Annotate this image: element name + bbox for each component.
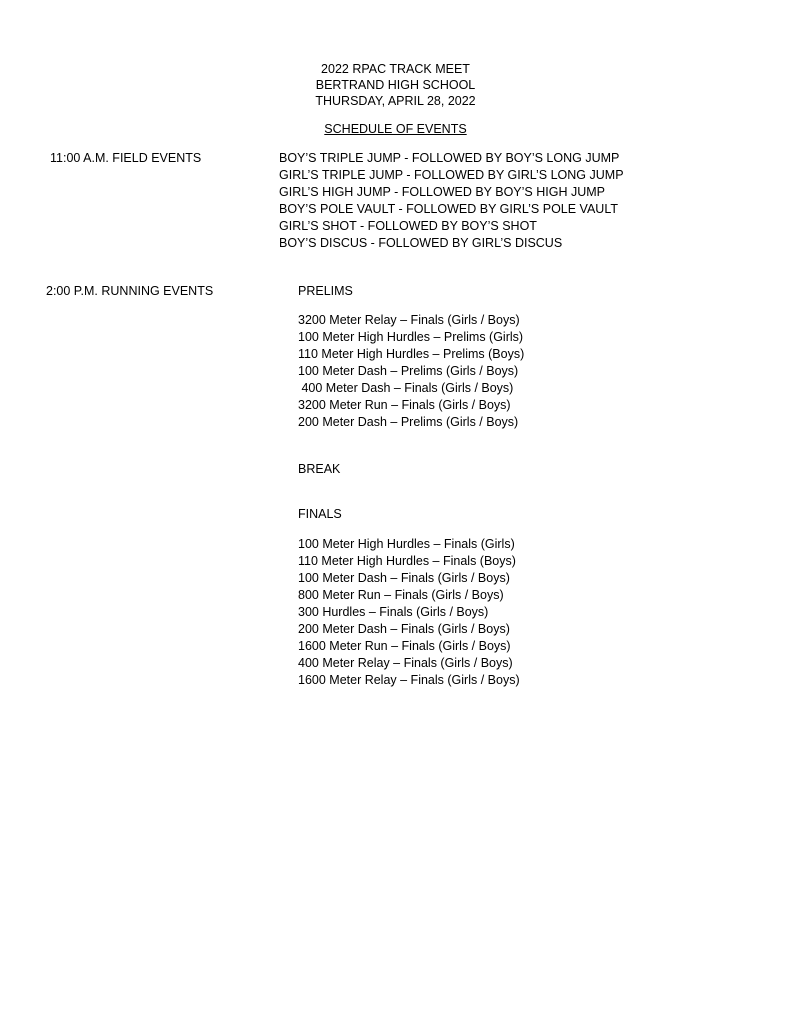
- document-header: [0, 61, 791, 109]
- prelim-event-item: 200 Meter Dash – Prelims (Girls / Boys): [298, 415, 519, 429]
- final-event-item: 800 Meter Run – Finals (Girls / Boys): [298, 588, 504, 602]
- finals-list: [298, 536, 520, 689]
- final-event-item: 100 Meter Dash – Finals (Girls / Boys): [298, 571, 510, 585]
- prelim-event-item: 400 Meter Dash – Finals (Girls / Boys): [298, 381, 514, 395]
- host-school: BERTRAND HIGH SCHOOL: [315, 78, 476, 92]
- final-event-item: 100 Meter High Hurdles – Finals (Girls): [298, 537, 515, 551]
- prelim-event-item: 110 Meter High Hurdles – Prelims (Boys): [298, 347, 525, 361]
- field-event-item: BOY’S DISCUS - FOLLOWED BY GIRL’S DISCUS: [279, 236, 563, 250]
- field-event-item: BOY’S TRIPLE JUMP - FOLLOWED BY BOY’S LONG JUMP: [279, 151, 620, 165]
- final-event-item: 1600 Meter Run – Finals (Girls / Boys): [298, 639, 511, 653]
- prelim-event-item: 100 Meter Dash – Prelims (Girls / Boys): [298, 364, 519, 378]
- prelims-heading: PRELIMS: [298, 284, 353, 298]
- field-event-item: GIRL’S SHOT - FOLLOWED BY BOY’S SHOT: [279, 219, 537, 233]
- prelim-event-item: 3200 Meter Relay – Finals (Girls / Boys): [298, 313, 520, 327]
- field-event-item: BOY’S POLE VAULT - FOLLOWED BY GIRL’S POLE VAULT: [279, 202, 618, 216]
- prelims-list: [298, 312, 524, 431]
- final-event-item: 200 Meter Dash – Finals (Girls / Boys): [298, 622, 510, 636]
- schedule-title: SCHEDULE OF EVENTS: [324, 122, 467, 136]
- break-label: BREAK: [298, 462, 341, 476]
- prelim-event-item: 100 Meter High Hurdles – Prelims (Girls): [298, 330, 524, 344]
- final-event-item: 1600 Meter Relay – Finals (Girls / Boys): [298, 673, 520, 687]
- field-event-item: GIRL’S HIGH JUMP - FOLLOWED BY BOY’S HIGH JUMP: [279, 185, 605, 199]
- final-event-item: 300 Hurdles – Finals (Girls / Boys): [298, 605, 489, 619]
- prelim-event-item: 3200 Meter Run – Finals (Girls / Boys): [298, 398, 511, 412]
- field-events-list: [279, 150, 624, 252]
- meet-title: 2022 RPAC TRACK MEET: [321, 62, 470, 76]
- meet-date: THURSDAY, APRIL 28, 2022: [315, 94, 476, 108]
- field-event-item: GIRL’S TRIPLE JUMP - FOLLOWED BY GIRL’S LONG JUMP: [279, 168, 624, 182]
- final-event-item: 400 Meter Relay – Finals (Girls / Boys): [298, 656, 513, 670]
- field-events-time: 11:00 A.M. FIELD EVENTS: [50, 151, 202, 165]
- running-events-time: 2:00 P.M. RUNNING EVENTS: [46, 284, 214, 298]
- finals-heading: FINALS: [298, 507, 342, 521]
- final-event-item: 110 Meter High Hurdles – Finals (Boys): [298, 554, 516, 568]
